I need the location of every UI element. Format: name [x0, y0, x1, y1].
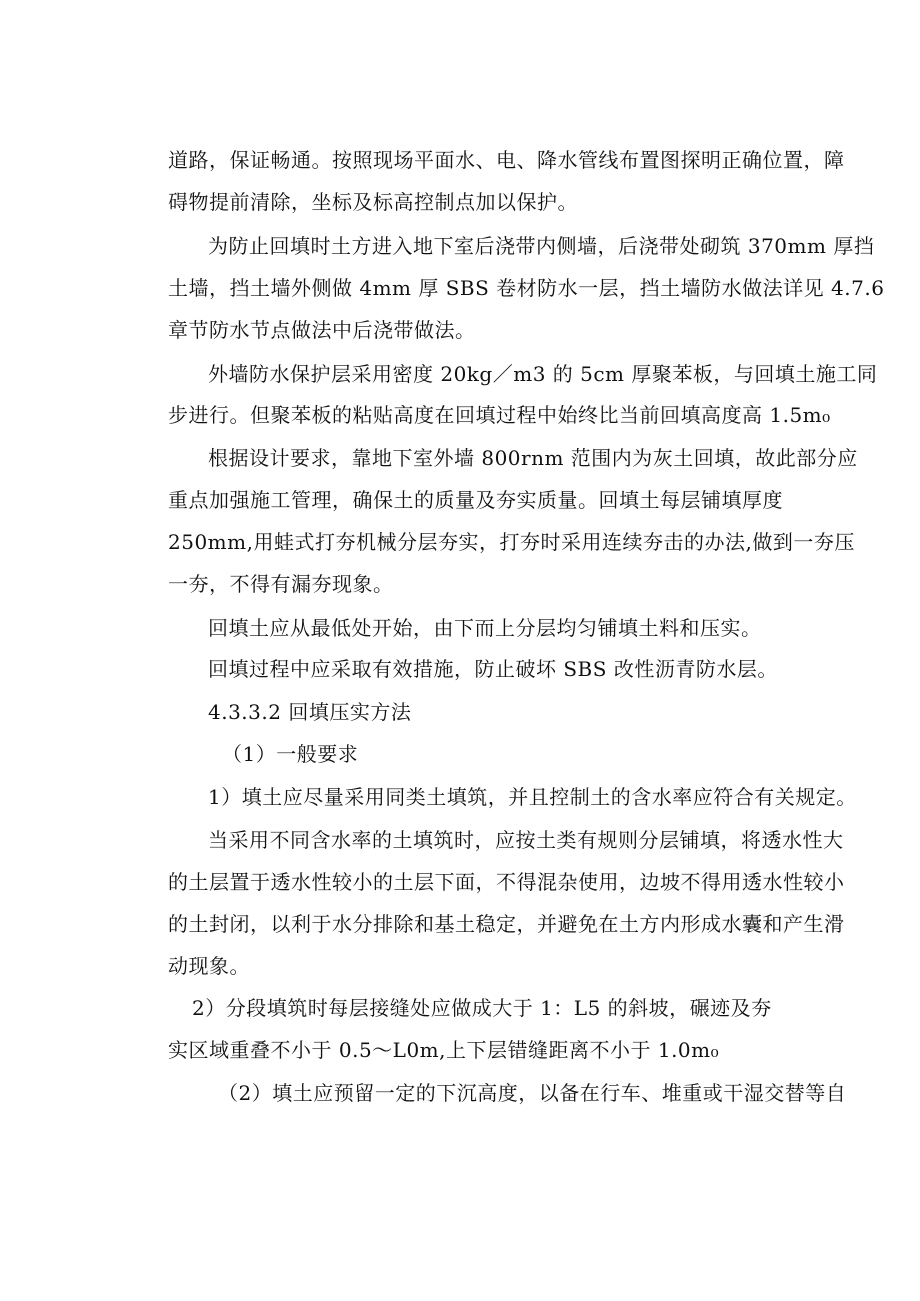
text-line-20: 动现象。 [168, 954, 250, 978]
text-line-6: 外墙防水保护层采用密度 20kg／m3 的 5cm 厚聚苯板，与回填土施工同 [208, 362, 878, 386]
text-line-4: 土墙，挡土墙外侧做 4mm 厚 SBS 卷材防水一层，挡土墙防水做法详见 4.7.6 [168, 276, 885, 300]
text-line-11: 一夯，不得有漏夯现象。 [168, 572, 394, 596]
text-line-8: 根据设计要求，靠地下室外墙 800rnm 范围内为灰土回填，故此部分应 [208, 446, 858, 470]
text-line-1: 道路，保证畅通。按照现场平面水、电、降水管线布置图探明正确位置，障 [168, 148, 845, 172]
subsection-heading-general: （1）一般要求 [222, 742, 359, 766]
text-line-22: 实区域重叠不小于 0.5～L0m,上下层错缝距离不小于 1.0m₀ [168, 1038, 720, 1062]
text-line-2: 碍物提前清除，坐标及标高控制点加以保护。 [168, 190, 578, 214]
text-line-13: 回填过程中应采取有效措施，防止破坏 SBS 改性沥青防水层。 [208, 657, 778, 681]
text-line-10: 250mm,用蛙式打夯机械分层夯实，打夯时采用连续夯击的办法,做到一夯压 [168, 530, 855, 554]
text-line-16: 1）填土应尽量采用同类土填筑，并且控制土的含水率应符合有关规定。 [208, 785, 857, 809]
text-line-5: 章节防水节点做法中后浇带做法。 [168, 318, 476, 342]
text-line-18: 的土层置于透水性较小的土层下面，不得混杂使用，边坡不得用透水性较小 [168, 870, 845, 894]
text-line-9: 重点加强施工管理，确保土的质量及夯实质量。回填土每层铺填厚度 [168, 488, 783, 512]
text-line-19: 的土封闭，以利于水分排除和基土稳定，并避免在土方内形成水囊和产生滑 [168, 912, 845, 936]
text-line-23: （2）填土应预留一定的下沉高度，以备在行车、堆重或干湿交替等自 [218, 1081, 847, 1105]
text-line-3: 为防止回填时土方进入地下室后浇带内侧墙，后浇带处砌筑 370mm 厚挡 [208, 234, 875, 258]
text-line-21: 2）分段填筑时每层接缝处应做成大于 1：L5 的斜坡，碾迹及夯 [192, 996, 772, 1020]
text-line-12: 回填土应从最低处开始，由下而上分层均匀铺填土料和压实。 [208, 616, 762, 640]
text-line-17: 当采用不同含水率的土填筑时，应按土类有规则分层铺填，将透水性大 [208, 828, 844, 852]
section-heading-4332: 4.3.3.2 回填压实方法 [208, 700, 412, 724]
text-line-7: 步进行。但聚苯板的粘贴高度在回填过程中始终比当前回填高度高 1.5m₀ [168, 403, 831, 427]
